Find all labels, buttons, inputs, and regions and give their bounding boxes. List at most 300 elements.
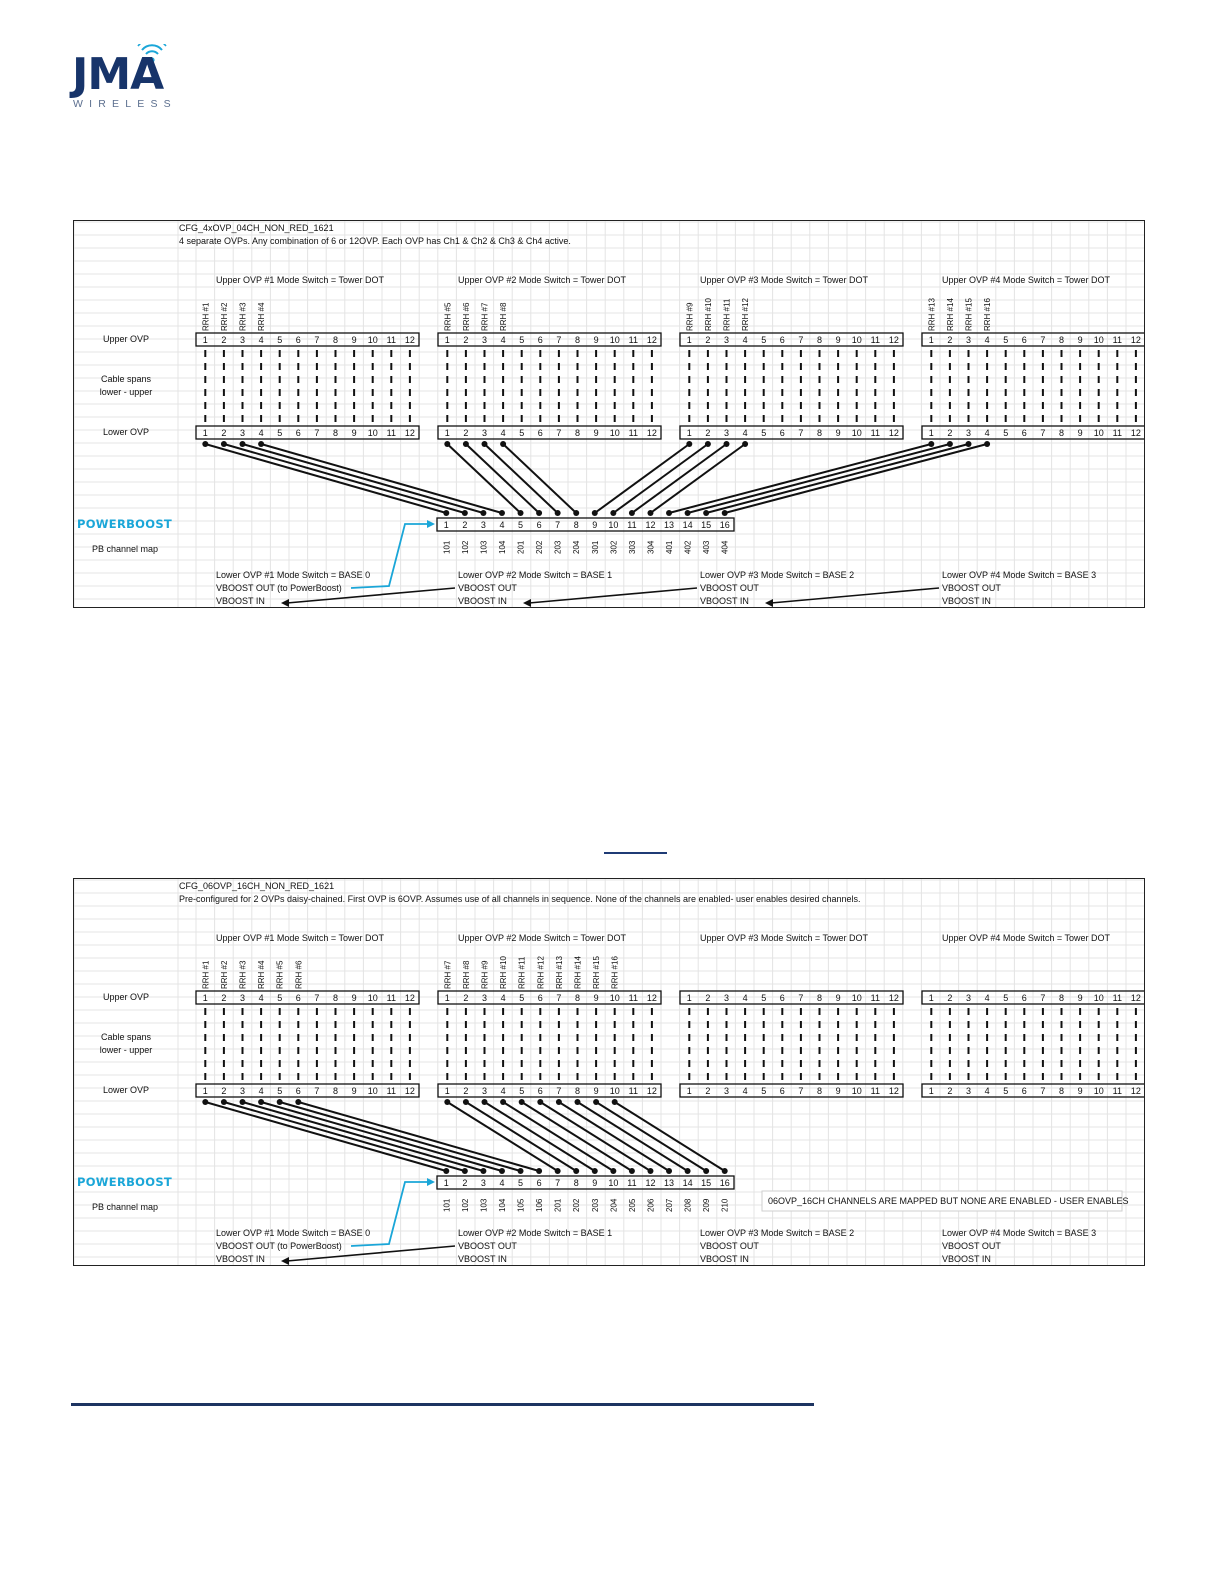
- lower-ovp-header-line: Lower OVP #2 Mode Switch = BASE 1: [458, 1228, 613, 1238]
- rrh-label: RRH #10: [703, 298, 713, 331]
- diagram-06ovp-16ch-canvas: [74, 879, 1145, 1266]
- pb-channel-label: 105: [516, 1198, 526, 1212]
- ovp-port-number: 6: [295, 1086, 301, 1096]
- pb-port-number: 14: [682, 520, 693, 530]
- ovp-port-number: 9: [835, 1086, 841, 1096]
- upper-ovp-header-4: Upper OVP #4 Mode Switch = Tower DOT: [942, 275, 1110, 285]
- ovp-port-number: 11: [870, 428, 880, 438]
- rrh-label: RRH #2: [219, 302, 229, 331]
- connection-dot: [610, 510, 616, 516]
- connection-dot: [221, 1099, 227, 1105]
- lower-ovp-header-line: Lower OVP #4 Mode Switch = BASE 3: [942, 570, 1097, 580]
- connection-dot: [537, 1099, 543, 1105]
- logo-text: JMA: [72, 49, 164, 100]
- lower-ovp-header-line: VBOOST IN: [216, 596, 265, 606]
- ovp-port-number: 10: [1093, 428, 1104, 438]
- ovp-port-number: 12: [1130, 428, 1141, 438]
- lower-ovp-header-line: VBOOST OUT (to PowerBoost): [216, 1241, 342, 1251]
- lower-ovp-header-line: VBOOST IN: [458, 1254, 507, 1264]
- ovp-port-number: 5: [761, 428, 767, 438]
- ovp-port-number: 6: [537, 335, 543, 345]
- pb-port-number: 2: [462, 520, 468, 530]
- pb-port-number: 3: [480, 1178, 486, 1188]
- pb-channel-label: 104: [497, 540, 507, 554]
- pb-port-number: 10: [608, 1178, 619, 1188]
- pb-channel-label: 203: [553, 540, 563, 554]
- ovp-port-number: 11: [628, 1086, 638, 1096]
- ovp-port-number: 9: [593, 1086, 599, 1096]
- pb-port-number: 8: [573, 520, 579, 530]
- pb-channel-label: 404: [720, 540, 730, 554]
- ovp-port-number: 6: [537, 993, 543, 1003]
- ovp-port-number: 7: [798, 993, 804, 1003]
- pb-port-number: 5: [518, 520, 524, 530]
- connection-dot: [666, 1168, 672, 1174]
- lower-ovp-header-line: VBOOST IN: [458, 596, 507, 606]
- logo-subtext: WIRELESS: [73, 98, 177, 110]
- connection-dot: [686, 441, 692, 447]
- upper-ovp-header-2: Upper OVP #2 Mode Switch = Tower DOT: [458, 275, 626, 285]
- ovp-port-number: 11: [386, 335, 396, 345]
- lower-ovp-header-line: VBOOST IN: [700, 596, 749, 606]
- connection-dot: [444, 441, 450, 447]
- ovp-port-number: 10: [851, 335, 862, 345]
- connection-dot: [612, 1099, 618, 1105]
- ovp-port-number: 3: [965, 335, 972, 345]
- rrh-label: RRH #16: [983, 298, 993, 331]
- ovp-port-number: 5: [1003, 1086, 1009, 1096]
- rrh-label: RRH #16: [610, 956, 620, 989]
- ovp-port-number: 4: [258, 1086, 264, 1096]
- pb-channel-label: 402: [683, 540, 693, 554]
- pb-port-number: 14: [682, 1178, 693, 1188]
- ovp-port-number: 6: [295, 335, 301, 345]
- upper-ovp-header-1: Upper OVP #1 Mode Switch = Tower DOT: [216, 275, 384, 285]
- ovp-port-number: 7: [314, 428, 320, 438]
- ovp-port-number: 11: [870, 335, 880, 345]
- ovp-port-number: 5: [277, 335, 283, 345]
- pb-channel-label: 103: [479, 1198, 489, 1212]
- lower-ovp-header-line: VBOOST IN: [216, 1254, 265, 1264]
- ovp-port-number: 9: [1077, 1086, 1083, 1096]
- rrh-label: RRH #13: [554, 956, 564, 989]
- rrh-label: RRH #12: [536, 956, 546, 989]
- ovp-port-number: 8: [1058, 1086, 1065, 1096]
- ovp-port-number: 12: [1130, 335, 1141, 345]
- ovp-port-number: 7: [314, 1086, 320, 1096]
- ovp-port-number: 11: [628, 335, 638, 345]
- pb-channel-label: 205: [627, 1198, 637, 1212]
- pb-channel-label: 204: [609, 1198, 619, 1212]
- connection-dot: [703, 510, 709, 516]
- pb-channel-label: 207: [665, 1198, 675, 1212]
- label-upper-ovp: Upper OVP: [102, 334, 150, 344]
- ovp-port-number: 1: [444, 993, 450, 1003]
- connection-dot: [536, 1168, 542, 1174]
- lower-ovp-header-line: Lower OVP #1 Mode Switch = BASE 0: [216, 570, 371, 580]
- ovp-port-number: 1: [444, 1086, 450, 1096]
- ovp-port-number: 4: [742, 993, 748, 1003]
- pb-channel-label: 201: [553, 1198, 563, 1212]
- upper-ovp-header-4: Upper OVP #4 Mode Switch = Tower DOT: [942, 933, 1110, 943]
- ovp-port-number: 8: [1058, 993, 1065, 1003]
- ovp-port-number: 4: [500, 1086, 506, 1096]
- ovp-port-number: 5: [761, 335, 767, 345]
- pb-port-number: 13: [664, 1178, 675, 1188]
- ovp-port-number: 1: [202, 428, 208, 438]
- ovp-port-number: 1: [686, 428, 692, 438]
- ovp-port-number: 12: [646, 335, 657, 345]
- channel-connection-line: [447, 444, 520, 513]
- ovp-port-number: 3: [723, 335, 730, 345]
- pb-port-number: 1: [443, 520, 449, 530]
- ovp-port-number: 3: [481, 428, 488, 438]
- rrh-label: RRH #7: [480, 302, 490, 331]
- channel-connection-line: [706, 444, 968, 513]
- connection-dot: [705, 441, 711, 447]
- label-lower-upper: lower - upper: [99, 387, 153, 397]
- ovp-port-number: 6: [1021, 335, 1027, 345]
- powerboost-label: POWERBOOST: [77, 1175, 173, 1189]
- pb-channel-label: 204: [572, 540, 582, 554]
- ovp-port-number: 5: [1003, 335, 1009, 345]
- connection-dot: [518, 510, 524, 516]
- connection-dot: [463, 1099, 469, 1105]
- ovp-port-number: 10: [609, 428, 620, 438]
- connection-dot: [240, 1099, 246, 1105]
- connection-dot: [444, 1099, 450, 1105]
- rrh-label: RRH #1: [201, 960, 211, 989]
- connection-dot: [500, 1099, 506, 1105]
- ovp-port-number: 4: [984, 1086, 990, 1096]
- ovp-port-number: 6: [779, 1086, 785, 1096]
- ovp-port-number: 8: [1058, 335, 1065, 345]
- pb-port-number: 15: [701, 520, 712, 530]
- ovp-port-number: 10: [1093, 993, 1104, 1003]
- ovp-port-number: 5: [761, 1086, 767, 1096]
- ovp-port-number: 7: [798, 1086, 804, 1096]
- ovp-port-number: 2: [947, 993, 953, 1003]
- connection-dot: [629, 1168, 635, 1174]
- ovp-port-number: 8: [332, 428, 339, 438]
- ovp-port-number: 11: [386, 1086, 396, 1096]
- connection-dot: [536, 510, 542, 516]
- connection-dot: [742, 441, 748, 447]
- footer-line: [71, 1403, 814, 1406]
- pb-port-number: 11: [627, 1178, 637, 1188]
- ovp-port-number: 6: [295, 428, 301, 438]
- connection-dot: [295, 1099, 301, 1105]
- ovp-port-number: 3: [481, 1086, 488, 1096]
- ovp-port-number: 12: [1130, 993, 1141, 1003]
- connection-dot: [519, 1099, 525, 1105]
- connection-dot: [443, 1168, 449, 1174]
- lower-ovp-header-line: Lower OVP #4 Mode Switch = BASE 3: [942, 1228, 1097, 1238]
- rrh-label: RRH #4: [257, 960, 267, 989]
- rrh-label: RRH #15: [592, 956, 602, 989]
- jma-wireless-logo: [72, 44, 177, 114]
- ovp-port-number: 3: [481, 335, 488, 345]
- ovp-port-number: 7: [1040, 335, 1046, 345]
- pb-channel-label: 103: [479, 540, 489, 554]
- connection-dot: [443, 510, 449, 516]
- rrh-label: RRH #13: [927, 298, 937, 331]
- pb-channel-label: 302: [609, 540, 619, 554]
- ovp-port-number: 12: [888, 993, 899, 1003]
- pb-port-number: 11: [627, 520, 637, 530]
- pb-channel-label: 209: [702, 1198, 712, 1212]
- ovp-port-number: 3: [481, 993, 488, 1003]
- lower-ovp-header-line: Lower OVP #2 Mode Switch = BASE 1: [458, 570, 613, 580]
- ovp-port-number: 8: [574, 335, 581, 345]
- ovp-port-number: 10: [609, 335, 620, 345]
- connection-dot: [666, 510, 672, 516]
- ovp-port-number: 11: [386, 993, 396, 1003]
- ovp-port-number: 8: [816, 1086, 823, 1096]
- connection-dot: [277, 1099, 283, 1105]
- ovp-port-number: 7: [1040, 993, 1046, 1003]
- lower-ovp-header-line: VBOOST IN: [942, 596, 991, 606]
- rrh-label: RRH #3: [238, 302, 248, 331]
- pb-port-number: 8: [573, 1178, 579, 1188]
- ovp-port-number: 5: [519, 428, 525, 438]
- ovp-port-number: 7: [556, 993, 562, 1003]
- ovp-port-number: 2: [947, 428, 953, 438]
- ovp-port-number: 1: [928, 335, 934, 345]
- pb-port-number: 16: [719, 520, 730, 530]
- lower-ovp-header-line: VBOOST IN: [700, 1254, 749, 1264]
- pb-channel-label: 301: [590, 540, 600, 554]
- pb-channel-label: 104: [497, 1198, 507, 1212]
- ovp-port-number: 8: [574, 1086, 581, 1096]
- rrh-label: RRH #3: [238, 960, 248, 989]
- ovp-port-number: 3: [723, 428, 730, 438]
- pb-channel-label: 102: [460, 1198, 470, 1212]
- ovp-port-number: 11: [386, 428, 396, 438]
- ovp-port-number: 8: [332, 993, 339, 1003]
- rrh-label: RRH #5: [275, 960, 285, 989]
- ovp-port-number: 6: [537, 1086, 543, 1096]
- ovp-port-number: 11: [1112, 335, 1122, 345]
- ovp-port-number: 5: [277, 1086, 283, 1096]
- diagram-4x04ch-canvas: [74, 221, 1145, 608]
- ovp-port-number: 10: [851, 1086, 862, 1096]
- channel-connection-line: [669, 444, 931, 513]
- ovp-port-number: 4: [742, 335, 748, 345]
- pb-port-number: 7: [555, 1178, 561, 1188]
- ovp-port-number: 6: [537, 428, 543, 438]
- ovp-port-number: 7: [1040, 428, 1046, 438]
- ovp-port-number: 7: [556, 335, 562, 345]
- rrh-label: RRH #11: [517, 956, 527, 989]
- ovp-port-number: 9: [1077, 993, 1083, 1003]
- ovp-port-number: 8: [816, 428, 823, 438]
- ovp-port-number: 2: [947, 1086, 953, 1096]
- ovp-port-number: 6: [1021, 1086, 1027, 1096]
- ovp-port-number: 1: [444, 428, 450, 438]
- ovp-port-number: 9: [593, 428, 599, 438]
- pb-channel-label: 401: [665, 540, 675, 554]
- diagram-subtitle: Pre-configured for 2 OVPs daisy-chained. First OVP is 6OVP. Assumes use of all channels in sequence. None of the channels are enabled- user enables desired channels.: [179, 894, 861, 904]
- pb-port-number: 15: [701, 1178, 712, 1188]
- ovp-port-number: 3: [965, 993, 972, 1003]
- upper-ovp-header-2: Upper OVP #2 Mode Switch = Tower DOT: [458, 933, 626, 943]
- ovp-port-number: 2: [705, 428, 711, 438]
- connection-dot: [724, 441, 730, 447]
- ovp-port-number: 2: [221, 428, 227, 438]
- ovp-port-number: 10: [367, 1086, 378, 1096]
- ovp-port-number: 9: [593, 993, 599, 1003]
- ovp-port-number: 11: [628, 428, 638, 438]
- pb-channel-label: 101: [442, 1198, 452, 1212]
- connection-dot: [499, 1168, 505, 1174]
- connection-dot: [555, 1168, 561, 1174]
- connection-dot: [610, 1168, 616, 1174]
- ovp-port-number: 10: [1093, 1086, 1104, 1096]
- ovp-diagram-06ovp-16ch: [73, 878, 1145, 1266]
- label-pb-channel-map: PB channel map: [92, 1202, 159, 1212]
- rrh-label: RRH #5: [443, 302, 453, 331]
- ovp-port-number: 2: [705, 993, 711, 1003]
- ovp-port-number: 5: [277, 428, 283, 438]
- ovp-port-number: 8: [1058, 428, 1065, 438]
- pb-channel-label: 304: [646, 540, 656, 554]
- ovp-port-number: 7: [556, 428, 562, 438]
- ovp-port-number: 7: [1040, 1086, 1046, 1096]
- connection-dot: [221, 441, 227, 447]
- ovp-port-number: 1: [202, 993, 208, 1003]
- ovp-port-number: 10: [367, 993, 378, 1003]
- ovp-port-number: 11: [1112, 428, 1122, 438]
- ovp-port-number: 9: [351, 993, 357, 1003]
- pb-channel-label: 202: [572, 1198, 582, 1212]
- rrh-label: RRH #8: [499, 302, 509, 331]
- pb-port-number: 13: [664, 520, 675, 530]
- ovp-port-number: 4: [500, 428, 506, 438]
- connection-dot: [647, 510, 653, 516]
- ovp-port-number: 6: [1021, 993, 1027, 1003]
- connection-dot: [947, 441, 953, 447]
- ovp-port-number: 8: [816, 993, 823, 1003]
- ovp-port-number: 7: [556, 1086, 562, 1096]
- ovp-port-number: 3: [723, 993, 730, 1003]
- connection-dot: [480, 510, 486, 516]
- rrh-label: RRH #9: [480, 960, 490, 989]
- divider-short: [604, 852, 667, 854]
- ovp-port-number: 12: [646, 428, 657, 438]
- ovp-port-number: 6: [779, 428, 785, 438]
- ovp-port-number: 9: [835, 428, 841, 438]
- pb-port-number: 5: [518, 1178, 524, 1188]
- pb-port-number: 6: [536, 1178, 542, 1188]
- connection-dot: [462, 510, 468, 516]
- ovp-port-number: 2: [463, 993, 469, 1003]
- lower-ovp-header-line: VBOOST OUT: [458, 1241, 517, 1251]
- ovp-port-number: 3: [239, 335, 246, 345]
- ovp-port-number: 7: [314, 993, 320, 1003]
- diagram-title: CFG_4xOVP_04CH_NON_RED_1621: [179, 223, 334, 233]
- pb-channel-label: 403: [702, 540, 712, 554]
- connection-dot: [480, 1168, 486, 1174]
- pb-port-number: 9: [592, 1178, 598, 1188]
- channel-connection-line: [485, 444, 558, 513]
- ovp-port-number: 2: [463, 1086, 469, 1096]
- ovp-port-number: 2: [221, 335, 227, 345]
- ovp-port-number: 12: [404, 1086, 415, 1096]
- pb-port-number: 4: [499, 1178, 505, 1188]
- lower-ovp-header-line: VBOOST IN: [942, 1254, 991, 1264]
- ovp-port-number: 1: [928, 993, 934, 1003]
- ovp-port-number: 4: [984, 428, 990, 438]
- ovp-port-number: 7: [798, 428, 804, 438]
- ovp-port-number: 3: [723, 1086, 730, 1096]
- ovp-port-number: 7: [798, 335, 804, 345]
- ovp-port-number: 12: [404, 993, 415, 1003]
- ovp-port-number: 5: [1003, 993, 1009, 1003]
- ovp-port-number: 6: [295, 993, 301, 1003]
- ovp-port-number: 12: [646, 1086, 657, 1096]
- ovp-port-number: 2: [463, 335, 469, 345]
- upper-ovp-header-3: Upper OVP #3 Mode Switch = Tower DOT: [700, 933, 868, 943]
- connection-dot: [482, 441, 488, 447]
- pb-channel-label: 202: [535, 540, 545, 554]
- pb-channel-label: 206: [646, 1198, 656, 1212]
- pb-channel-label: 208: [683, 1198, 693, 1212]
- lower-ovp-header-line: VBOOST OUT: [700, 1241, 759, 1251]
- ovp-port-number: 4: [500, 993, 506, 1003]
- connection-dot: [518, 1168, 524, 1174]
- ovp-port-number: 2: [947, 335, 953, 345]
- ovp-diagram-4x04ch: [73, 220, 1145, 608]
- rrh-label: RRH #14: [573, 956, 583, 989]
- connection-dot: [462, 1168, 468, 1174]
- rrh-label: RRH #2: [219, 960, 229, 989]
- connection-dot: [482, 1099, 488, 1105]
- ovp-port-number: 10: [609, 1086, 620, 1096]
- pb-channel-label: 303: [627, 540, 637, 554]
- ovp-port-number: 1: [686, 335, 692, 345]
- label-upper-ovp: Upper OVP: [102, 992, 150, 1002]
- ovp-port-number: 9: [351, 428, 357, 438]
- connection-dot: [928, 441, 934, 447]
- connection-dot: [966, 441, 972, 447]
- ovp-port-number: 4: [742, 428, 748, 438]
- ovp-port-number: 12: [888, 1086, 899, 1096]
- ovp-port-number: 4: [258, 993, 264, 1003]
- ovp-port-number: 10: [367, 428, 378, 438]
- ovp-port-number: 8: [574, 993, 581, 1003]
- ovp-port-number: 5: [519, 1086, 525, 1096]
- rrh-label: RRH #12: [741, 298, 751, 331]
- ovp-port-number: 2: [463, 428, 469, 438]
- connection-dot: [984, 441, 990, 447]
- pb-port-number: 3: [480, 520, 486, 530]
- lower-ovp-header-line: VBOOST OUT (to PowerBoost): [216, 583, 342, 593]
- connection-dot: [499, 510, 505, 516]
- lower-ovp-header-line: VBOOST OUT: [942, 1241, 1001, 1251]
- pb-port-number: 1: [443, 1178, 449, 1188]
- connection-dot: [573, 1168, 579, 1174]
- connection-dot: [685, 1168, 691, 1174]
- vboost-return-arrow: [771, 588, 939, 603]
- ovp-port-number: 4: [742, 1086, 748, 1096]
- rrh-label: RRH #1: [201, 302, 211, 331]
- ovp-port-number: 3: [965, 428, 972, 438]
- label-cable-spans: Cable spans: [100, 374, 152, 384]
- rrh-label: RRH #15: [964, 298, 974, 331]
- pb-port-number: 9: [592, 520, 598, 530]
- vboost-return-arrowhead: [281, 599, 289, 607]
